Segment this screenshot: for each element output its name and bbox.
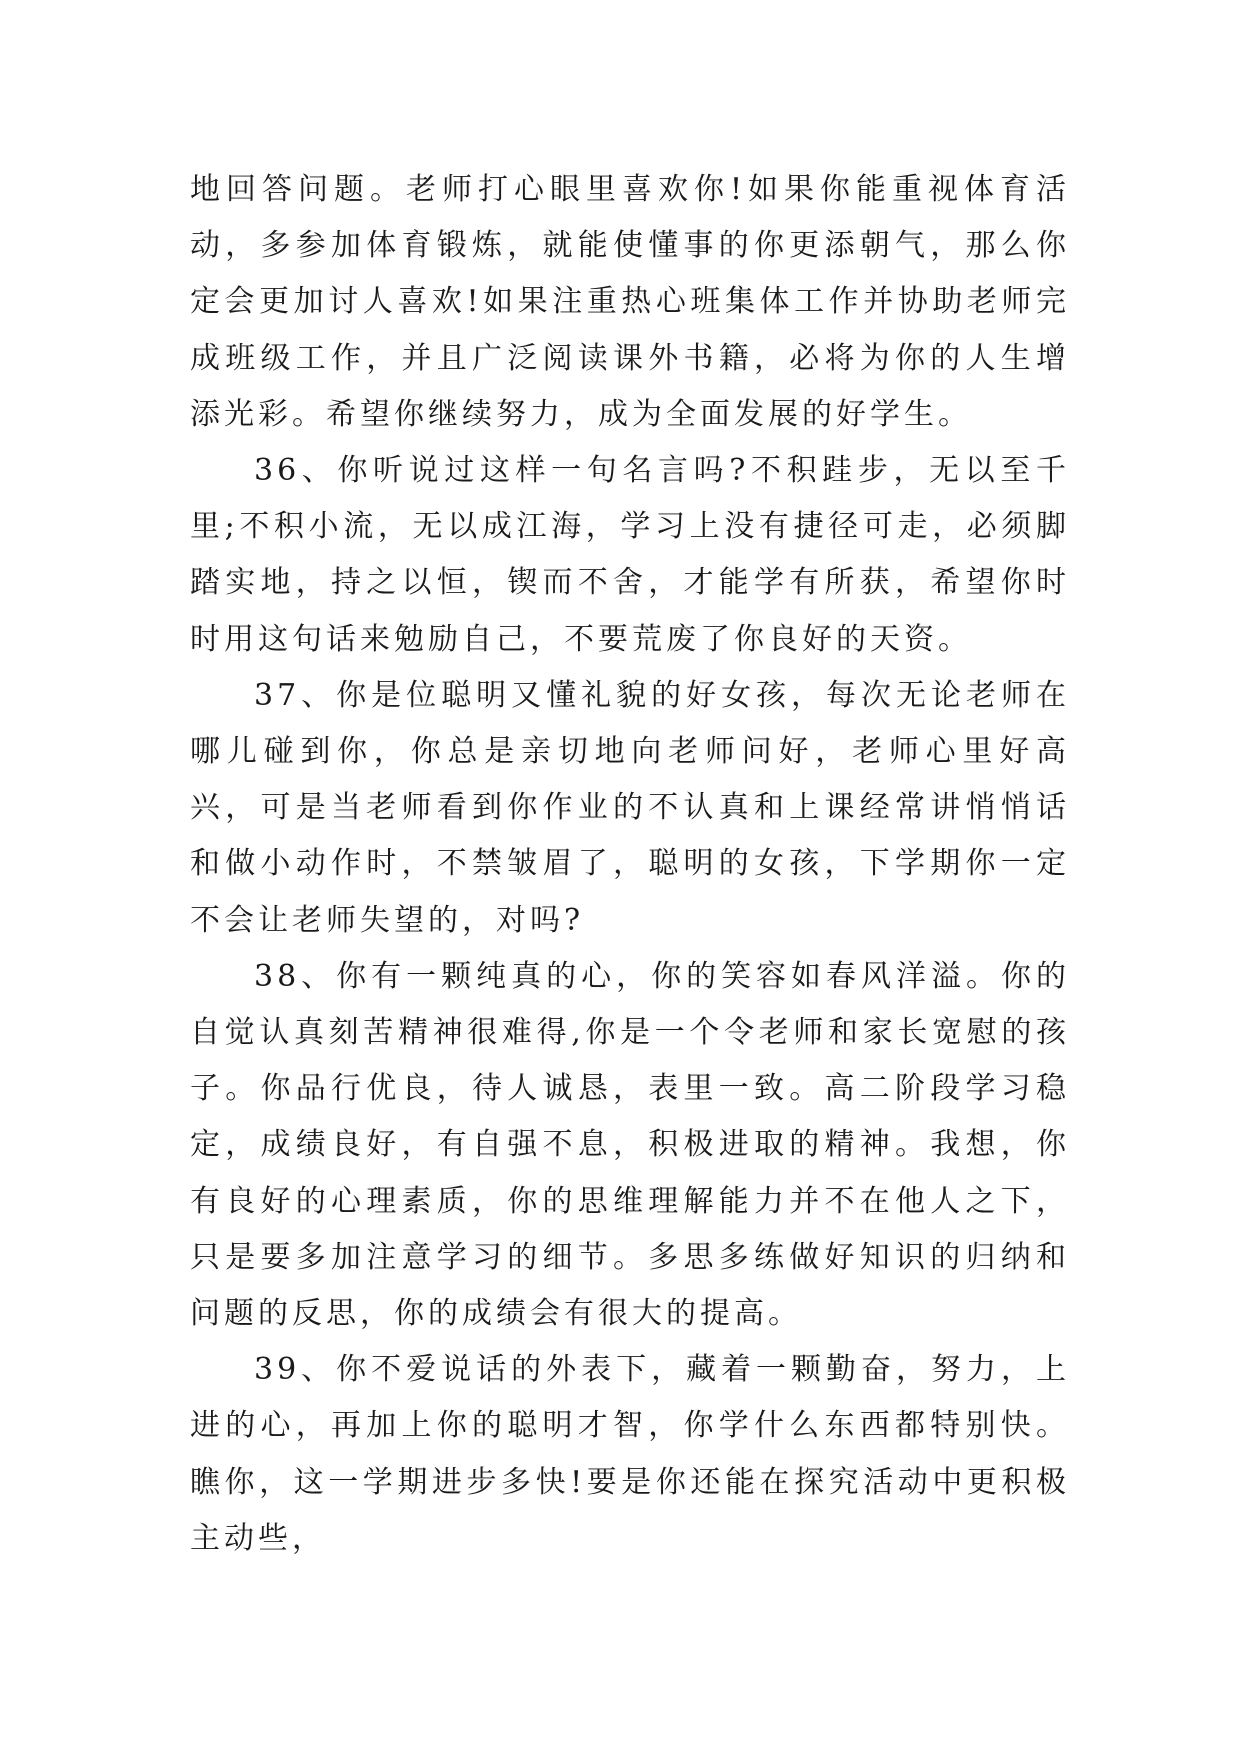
paragraph-continued: 地回答问题。老师打心眼里喜欢你!如果你能重视体育活动，多参加体育锻炼，就能使懂事的你更添朝气，那么你定会更加讨人喜欢!如果注重热心班集体工作并协助老师完成班级工作，并且广泛阅读课外书籍，必将为你的人生增添光彩。希望你继续努力，成为全面发展的好学生。 (190, 172, 1070, 432)
document-body (190, 162, 1070, 1567)
paragraph-37: 37、你是位聪明又懂礼貌的好女孩，每次无论老师在哪儿碰到你，你总是亲切地向老师问好，老师心里好高兴，可是当老师看到你作业的不认真和上课经常讲悄悄话和做小动作时，不禁皱眉了，聪明的女孩，下学期你一定不会让老师失望的，对吗? (190, 677, 1070, 938)
paragraph-38: 38、你有一颗纯真的心，你的笑容如春风洋溢。你的自觉认真刻苦精神很难得,你是一个令老师和家长宽慰的孩子。你品行优良，待人诚恳，表里一致。高二阶段学习稳定，成绩良好，有自强不息，积极进取的精神。我想，你有良好的心理素质，你的思维理解能力并不在他人之下，只是要多加注意学习的细节。多思多练做好知识的归纳和问题的反思，你的成绩会有很大的提高。 (190, 958, 1070, 1332)
paragraph-39: 39、你不爱说话的外表下，藏着一颗勤奋，努力，上进的心，再加上你的聪明才智，你学什么东西都特别快。瞧你，这一学期进步多快!要是你还能在探究活动中更积极主动些， (190, 1352, 1070, 1556)
paragraph-36: 36、你听说过这样一句名言吗?不积跬步，无以至千里;不积小流，无以成江海，学习上没有捷径可走，必须脚踏实地，持之以恒，锲而不舍，才能学有所获，希望你时时用这句话来勉励自己，不要荒废了你良好的天资。 (190, 453, 1070, 657)
